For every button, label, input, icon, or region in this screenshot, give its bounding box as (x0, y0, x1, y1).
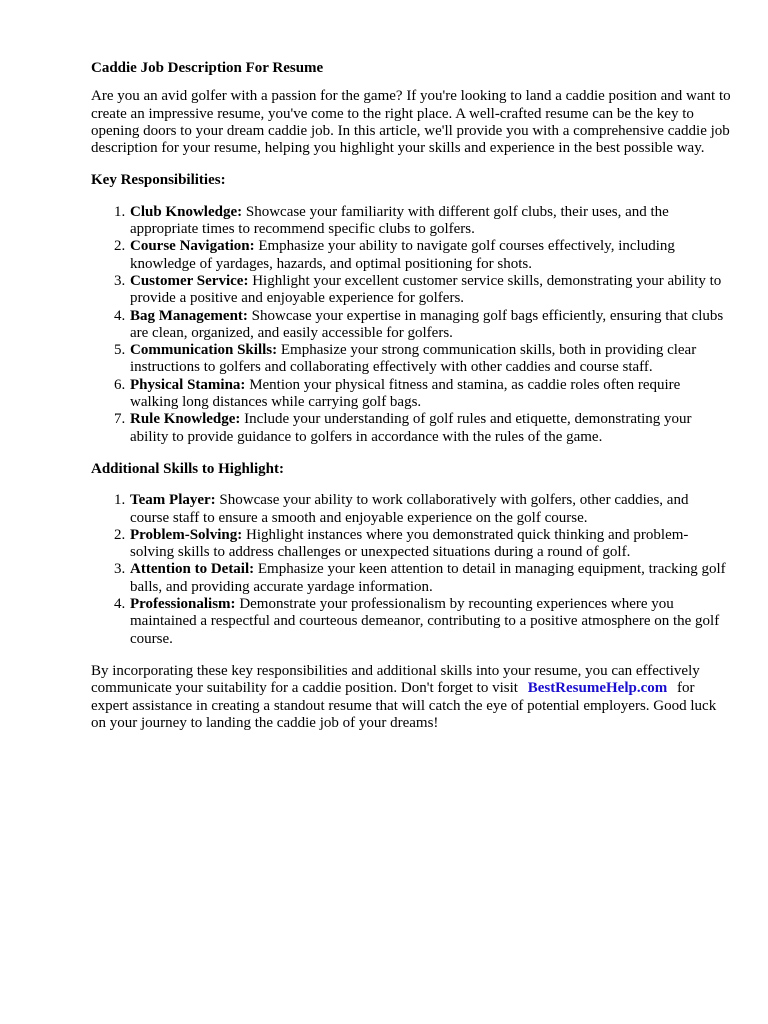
list-item (129, 377, 731, 412)
item-text: Emphasize your ability to navigate golf courses effectively, including knowledge of yardages, hazards, and optimal positioning for shots. (130, 238, 675, 272)
list-item (129, 411, 731, 446)
item-text: Showcase your expertise in managing golf bags efficiently, ensuring that clubs are clean, organized, and easily accessible for golfers. (130, 307, 724, 341)
item-term: Physical Stamina: (130, 376, 246, 393)
best-resume-help-link[interactable]: BestResumeHelp.com (527, 680, 668, 697)
closing-text-before-link: By incorporating these key responsibilities and additional skills into your resume, you can effectively communicate your suitability for a caddie position. Don't forget to visit (91, 662, 700, 697)
additional-skills-list (91, 492, 731, 648)
item-term: Problem-Solving: (130, 526, 243, 543)
item-text: Emphasize your keen attention to detail in managing equipment, tracking golf balls, and providing accurate yardage information. (130, 561, 726, 595)
list-item (129, 204, 731, 239)
item-term: Communication Skills: (130, 342, 278, 359)
item-text: Demonstrate your professionalism by recounting experiences where you maintained a respectful and courteous demeanor, contributing to a positive atmosphere on the golf course. (130, 596, 720, 647)
key-responsibilities-heading: Key Responsibilities: (91, 172, 226, 189)
list-item (129, 561, 731, 596)
item-text: Showcase your ability to work collaboratively with golfers, other caddies, and course staff to ensure a smooth and enjoyable experience on the golf course. (130, 492, 689, 526)
item-term: Course Navigation: (130, 238, 255, 255)
list-item (129, 342, 731, 377)
item-term: Attention to Detail: (130, 561, 255, 578)
item-text: Showcase your familiarity with different golf clubs, their uses, and the appropriate times to recommend specific clubs to golfers. (130, 203, 669, 238)
intro-paragraph: Are you an avid golfer with a passion for the game? If you're looking to land a caddie position and want to create an impressive resume, you've come to the right place. A well-crafted resume can be the key to opening doors to your dream caddie job. In this article, we'll provide you with a comprehensive caddie job description for your resume, helping you highlight your skills and experience in the best possible way. (91, 88, 731, 157)
list-item (129, 492, 731, 527)
item-text: Highlight your excellent customer service skills, demonstrating your ability to provide a positive and enjoyable experience for golfers. (130, 272, 722, 307)
item-term: Rule Knowledge: (130, 411, 241, 428)
item-term: Bag Management: (130, 307, 248, 324)
closing-paragraph (91, 663, 731, 732)
item-text: Highlight instances where you demonstrated quick thinking and problem-solving skills to address challenges or unexpected situations during a round of golf. (130, 526, 689, 561)
additional-skills-heading: Additional Skills to Highlight: (91, 460, 284, 477)
document-page (91, 60, 731, 747)
list-item (129, 527, 731, 562)
list-item (129, 308, 731, 343)
item-term: Club Knowledge: (130, 203, 243, 220)
list-item (129, 238, 731, 273)
list-item (129, 273, 731, 308)
item-text: Mention your physical fitness and stamina, as caddie roles often require walking long distances while carrying golf bags. (130, 376, 681, 411)
document-title: Caddie Job Description For Resume (91, 60, 324, 76)
key-responsibilities-list (91, 204, 731, 446)
item-term: Professionalism: (130, 596, 236, 613)
item-term: Customer Service: (130, 272, 249, 289)
list-item (129, 596, 731, 648)
item-term: Team Player: (130, 492, 216, 509)
item-text: Include your understanding of golf rules and etiquette, demonstrating your ability to provide guidance to golfers in accordance with the rules of the game. (130, 411, 692, 445)
item-text: Emphasize your strong communication skills, both in providing clear instructions to golfers and collaborating effectively with other caddies and course staff. (130, 342, 697, 376)
closing-text-after-link: for expert assistance in creating a standout resume that will catch the eye of potential employers. Good luck on your journey to landing the caddie job of your dreams! (91, 680, 717, 731)
